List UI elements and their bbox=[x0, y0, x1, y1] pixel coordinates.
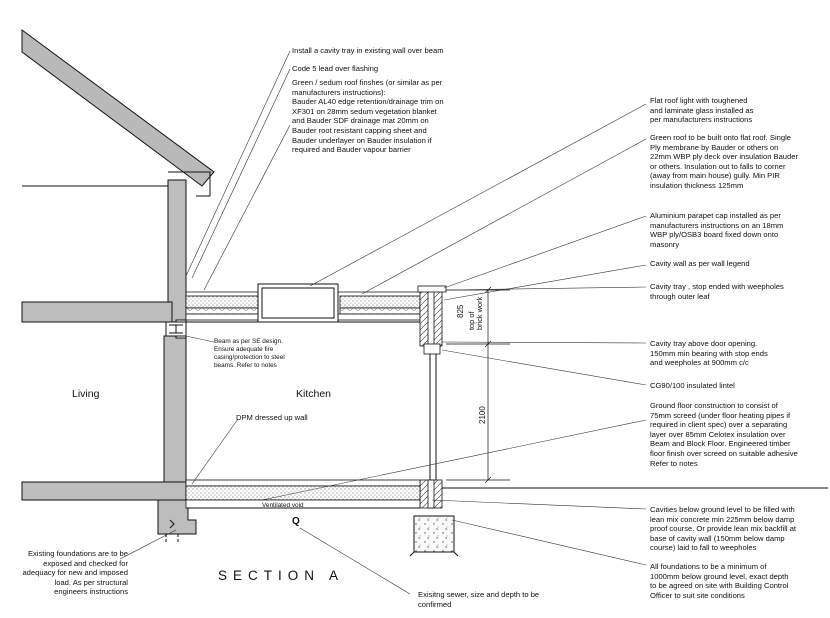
note-cg90-lintel: CG90/100 insulated lintel bbox=[650, 381, 735, 390]
note-cavity-tray-door: Cavity tray above door opening. 150mm min bearing with stop ends and weepholes at 900mm c/c bbox=[650, 339, 768, 368]
dimension-top-of-brick-work: top of brick work bbox=[467, 296, 484, 330]
dimension-2100: 2100 bbox=[478, 406, 487, 424]
note-cavity-wall: Cavity wall as per wall legend bbox=[650, 259, 750, 268]
existing-roof bbox=[22, 30, 214, 186]
note-code5-lead: Code 5 lead over flashing bbox=[292, 64, 379, 73]
note-aluminium-parapet: Aluminium parapet cap installed as per manufacturers instructions on an 18mm WBP ply/OSB3 board fixed down onto masonry bbox=[650, 211, 784, 249]
note-foundations-min: All foundations to be a minimum of 1000mm below ground level, exact depth to be agreed on site with Building Control Officer to suit site conditions bbox=[650, 562, 789, 600]
note-green-roof-flat: Green roof to be built onto flat roof. Single Ply membrane by Bauder or others on 22mm WBP ply deck over insulation Bauder or others. Insulation out to falls to corner (away from main house) gully. Min PIR insulation thickness 125mm bbox=[650, 133, 799, 190]
section-title: SECTION A bbox=[218, 568, 345, 583]
new-cavity-wall bbox=[418, 286, 446, 508]
note-cavities-below: Cavities below ground level to be filled with lean mix concrete min 225mm below damp proof course. Or provide lean mix backfill at base of cavity wall (150mm below damp course) laid to fall to weepholes bbox=[650, 505, 797, 553]
note-green-sedum: Green / sedum roof finshes (or similar as per manufacturers instructions): Bauder AL40 edge retention/drainage trim on XF301 on 28mm sedum vegetation blanket and Bauder SDF drainage mat 20mm on Bauder root resistant capping sheet and Bauder underlayer on Bauder insulation if required and Bauder vapour barrier bbox=[292, 78, 444, 155]
dimension-825: 825 bbox=[456, 304, 465, 318]
q-mark: Q bbox=[292, 516, 300, 527]
note-cavity-tray-stop: Cavity tray , stop ended with weepholes through outer leaf bbox=[650, 282, 784, 301]
ventilated-void-label: Ventilated void bbox=[262, 502, 304, 509]
room-label-kitchen: Kitchen bbox=[296, 388, 332, 400]
existing-walls bbox=[22, 180, 186, 500]
note-existing-sewer: Exisitng sewer, size and depth to be confirmed bbox=[418, 590, 540, 609]
note-existing-foundations: Existing foundations are to be exposed and checked for adequacy for new and imposed load. As per structural engineers instructions bbox=[22, 549, 128, 597]
note-flat-roof-light: Flat roof light with toughened and laminate glass installed as per manufacturers instructions bbox=[650, 96, 754, 125]
room-label-living: Living bbox=[72, 388, 100, 400]
note-dpm: DPM dressed up wall bbox=[236, 413, 308, 422]
steel-beam bbox=[166, 322, 186, 336]
note-ground-floor: Ground floor construction to consist of 75mm screed (under floor heating pipes if required in client spec) over a separating layer over 85mm Celotex insulation over Beam and Block Floor. Engineered timber floor finish over screed on suitable adhesive Refer to notes bbox=[650, 401, 798, 468]
new-foundation bbox=[410, 516, 458, 556]
note-cavity-tray-existing: Install a cavity tray in existing wall over beam bbox=[292, 46, 444, 55]
roof-light bbox=[258, 284, 338, 322]
beam-note: Beam as per SE design. Ensure adequate fire casing/protection to steel beams. Refer to notes bbox=[214, 338, 285, 369]
